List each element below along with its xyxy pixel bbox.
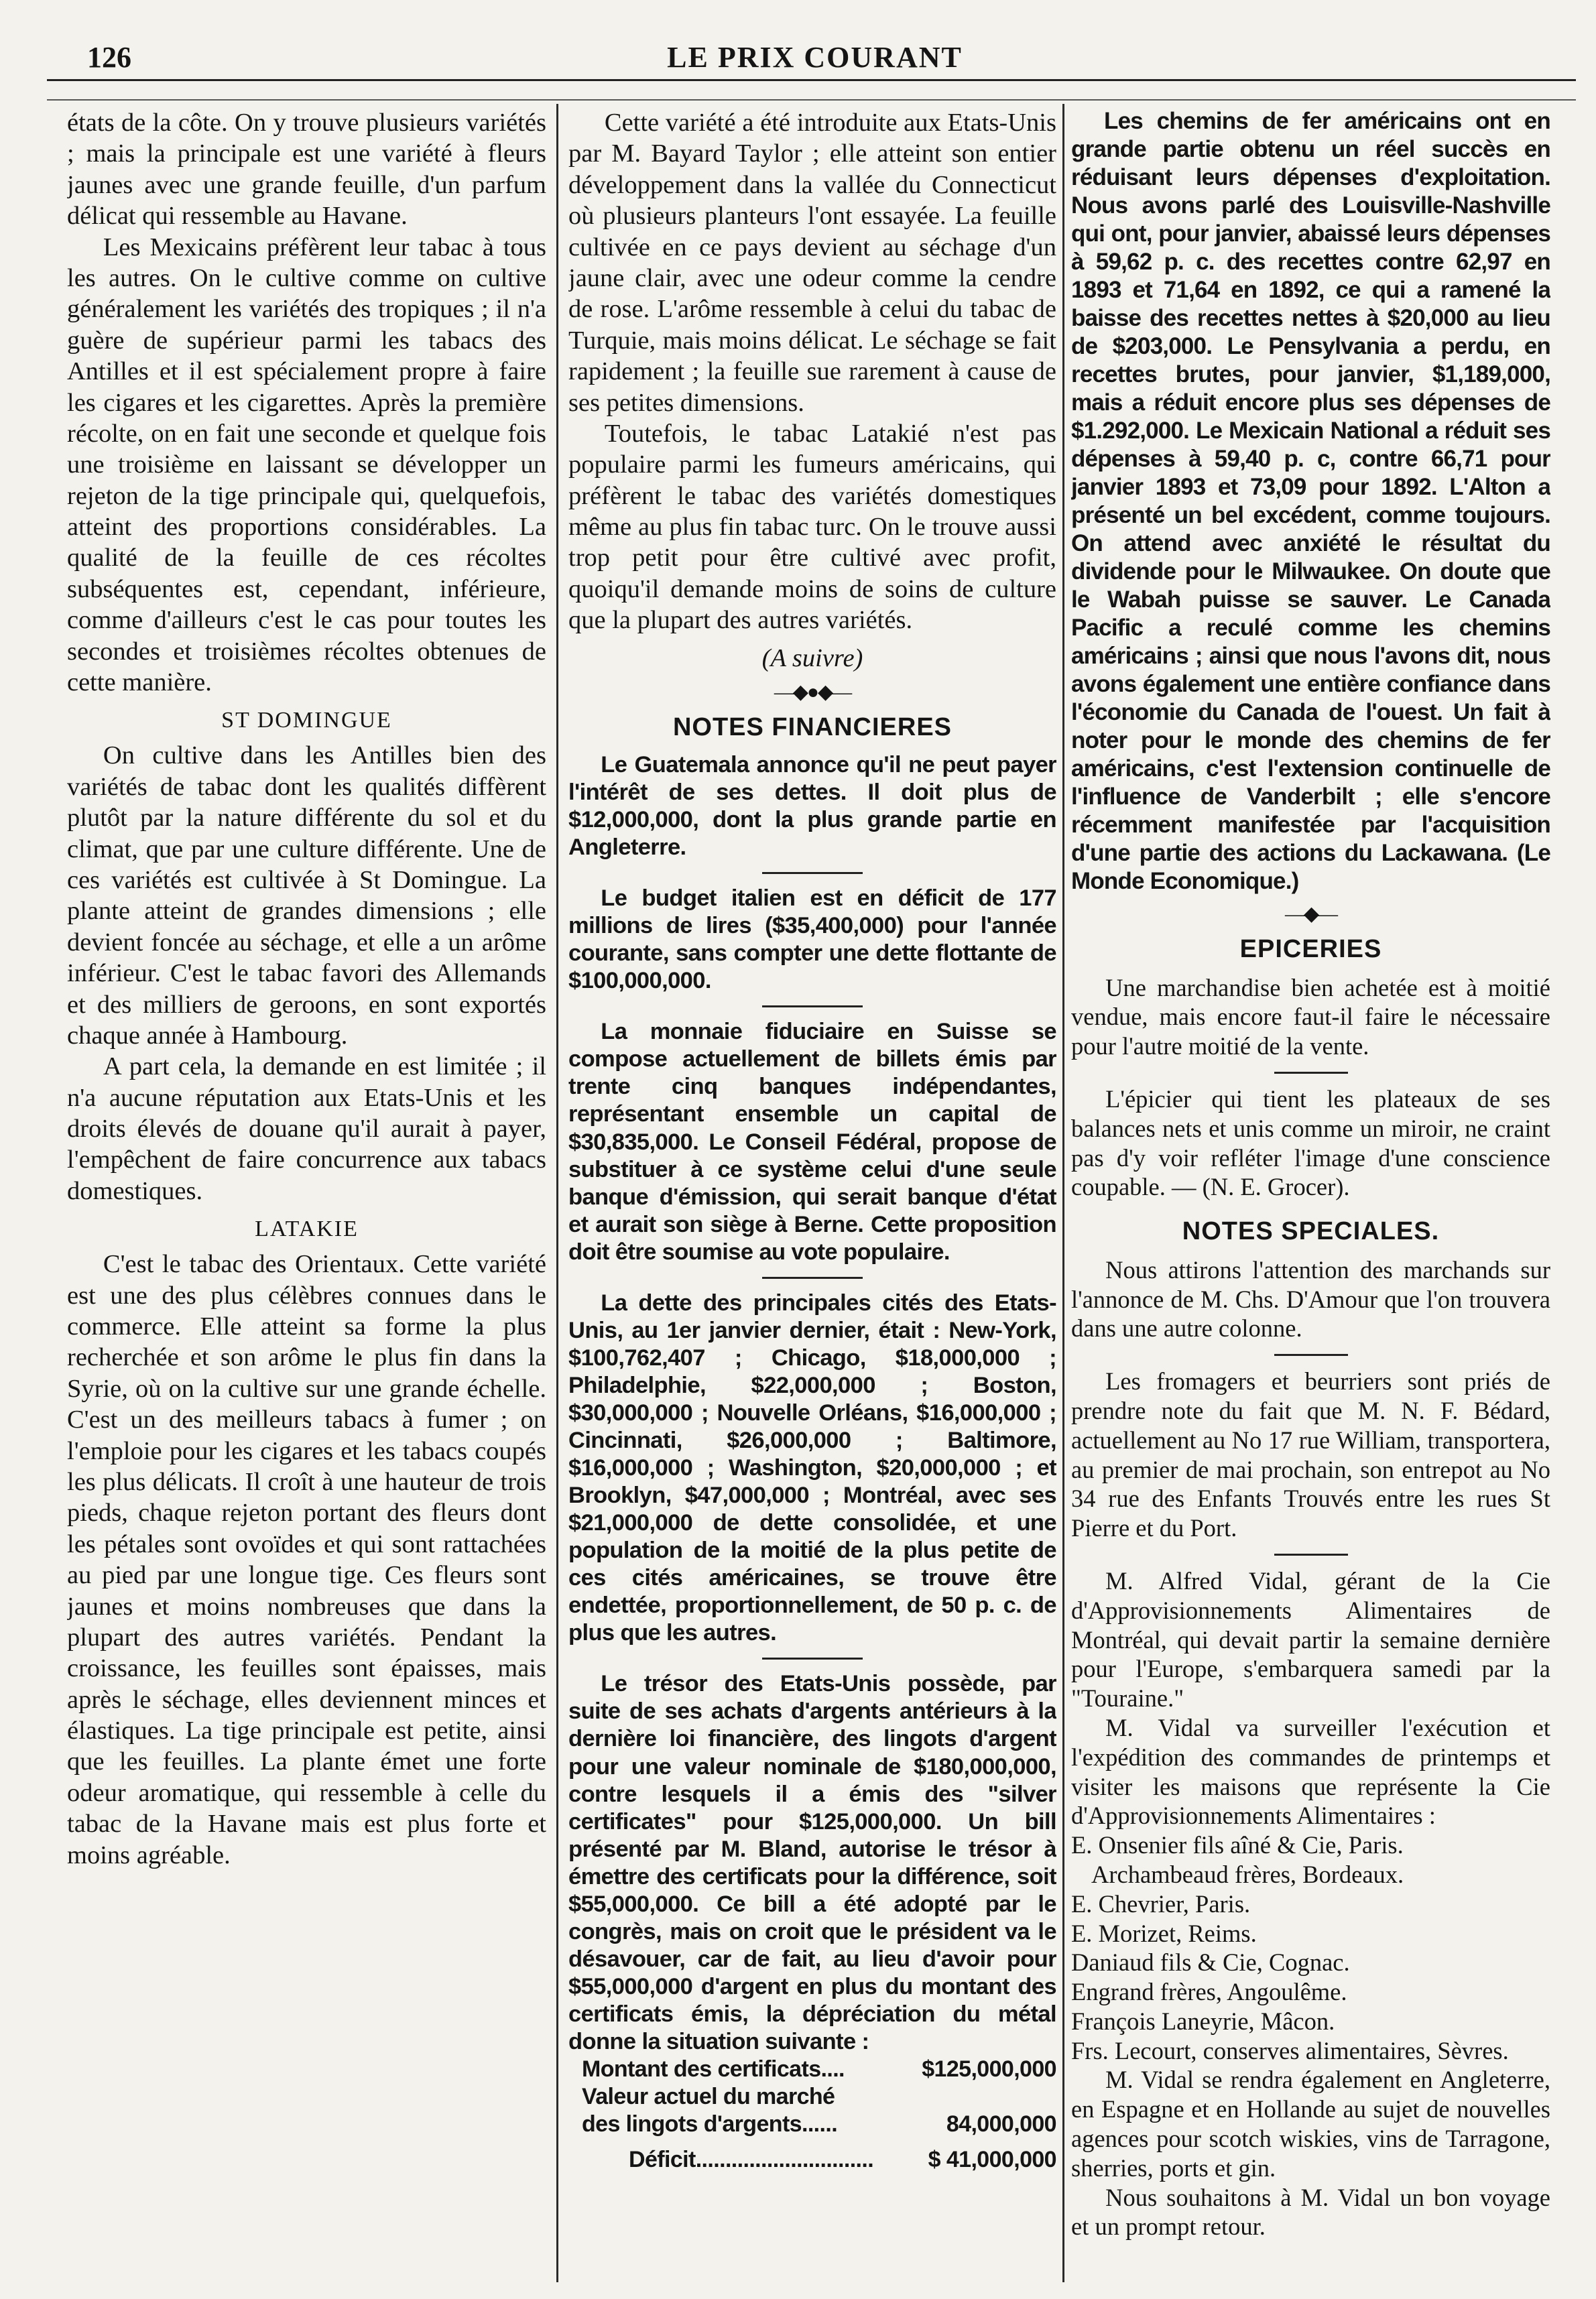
column-divider-2	[1062, 104, 1064, 2282]
financial-note: Le Guatemala annonce qu'il ne peut payer l'intérêt de ses dettes. Il doit plus de $12,000,000, dont la plus grande partie en Angleterre.	[568, 751, 1056, 861]
note-separator	[762, 1658, 863, 1660]
column-divider-1	[556, 104, 558, 2282]
special-note: M. Alfred Vidal, gérant de la Cie d'Approvisionnements Alimentaires de Montréal, qui devait partir la semaine dernière pour l'Europe, s'embarquera samedi par la "Touraine."	[1071, 1566, 1550, 1713]
heading-notes-speciales: NOTES SPECIALES.	[1182, 1217, 1440, 1246]
special-note: M. Vidal se rendra également en Angleterre, en Espagne et en Hollande au sujet de nouvelles agences pour scotch wiskies, vins de Tarragone, sherries, ports et gin.	[1071, 2066, 1550, 2182]
note-separator	[762, 1005, 863, 1007]
column-1	[67, 107, 546, 1871]
firm-list-item: E. Onsenier fils aîné & Cie, Paris.	[1071, 1831, 1404, 1859]
railway-paragraph: Les chemins de fer américains ont en grande partie obtenu un réel succès en réduisant leurs dépenses d'exploitation. Nous avons parlé des Louisville-Nashville qui ont, pour janvier, abaissé leurs dépenses à 59,62 p. c. des recettes contre 62,97 en 1893 et 71,64 en 1892, ce qui a ramené la baisse des recettes nettes à $20,000 au lieu de $203,000. Le Pensylvania a perdu, en recettes brutes, pour janvier, $1,189,000, mais a réduit encore plus ses dépenses de $1.292,000. Le Mexicain National a réduit ses dépenses à 59,40 p. c, contre 66,71 pour janvier 1893 et 73,09 pour 1892. L'Alton a présenté un bel excédent, comme toujours. On attend avec anxiété le résultat du dividende pour le Milwaukee. On doute que le Wabah puisse se sauver. Le Canada Pacific a reculé comme les chemins américains ; ainsi que nous l'avons dit, nous avons également une entière confiance dans l'économie du Canada de l'ouest. Un fait à noter pour le monde des chemins de fer américains, c'est l'extension continuelle de l'influence de Vanderbilt ; elle s'encore récemment manifestée par l'acquisition d'une partie des actions du Lackawana. (Le Monde Economique.)	[1071, 108, 1550, 894]
heading-epiceries: EPICERIES	[1239, 935, 1382, 963]
column-2	[568, 107, 1056, 2174]
deficit-row: Montant des certificats.... $125,000,000	[582, 2056, 1056, 2083]
column-3	[1071, 107, 1550, 2241]
special-note: Nous souhaitons à M. Vidal un bon voyage et un prompt retour.	[1071, 2183, 1550, 2241]
special-note: M. Vidal va surveiller l'exécution et l'expédition des commandes de printemps et visiter les maisons que représente la Cie d'Approvisionnements Alimentaires :	[1071, 1713, 1550, 1830]
tobacco-paragraph: On cultive dans les Antilles bien des variétés de tabac dont les qualités diffèrent plutôt par la nature différente du sol et du climat, que par une culture différente. Une de ces variétés est cultivée à St Domingue. La plante atteint de grandes dimensions ; elle devient foncée au séchage, et elle a un arôme inférieur. C'est le tabac favori des Allemands et des milliers de geroons, en sont exportés chaque année à Hambourg.	[67, 741, 546, 1050]
header-rule-thin	[47, 99, 1576, 101]
firm-list-item: François Laneyrie, Mâcon.	[1071, 2007, 1335, 2035]
financial-note: Le budget italien est en déficit de 177 millions de lires ($35,400,000) pour l'année courante, sans compter une dette flottante de $100,000,000.	[568, 885, 1056, 994]
firm-list-item: Frs. Lecourt, conserves alimentaires, Sèvres.	[1071, 2036, 1509, 2064]
note-separator	[762, 872, 863, 874]
deficit-row: Valeur actuel du marché	[582, 2083, 835, 2109]
firm-list-item: E. Morizet, Reims.	[1071, 1919, 1257, 1947]
special-note: Les fromagers et beurriers sont priés de prendre note du fait que M. N. F. Bédard, actuellement au No 17 rue William, transportera, au premier de mai prochain, son entrepot au No 34 rue des Enfants Trouvés entre les rues St Pierre et du Port.	[1071, 1367, 1550, 1542]
page-number: 126	[87, 41, 131, 74]
tobacco-paragraph: Les Mexicains préfèrent leur tabac à tous les autres. On le cultive comme on cultive généralement les variétés des tropiques ; il n'a guère de supérieur parmi les tabacs des Antilles et il est spécialement propre à faire les cigares et les cigarettes. Après la première récolte, on en fait une seconde et quelque fois une troisième en laissant se développer un rejeton de la tige principale qui, quelquefois, atteint des proportions considérables. La qualité de la feuille de ces récoltes subséquentes est, cependant, inférieure, comme d'ailleurs c'est le cas pour toutes les secondes et troisièmes récoltes obtenues de cette manière.	[67, 233, 546, 697]
financial-note: La dette des principales cités des Etats-Unis, au 1er janvier dernier, était : New-York, $100,762,407 ; Chicago, $18,000,000 ; Philadelphie, $22,000,000 ; Boston, $30,000,000 ; Nouvelle Orléans, $16,000,000 ; Cincinnati, $26,000,000 ; Baltimore, $16,000,000 ; Washington, $20,000,000 ; et Brooklyn, $47,000,000 ; Montréal, avec ses $21,000,000 de dette consolidée, et une population de la moitié de la plus petite de ces cités américaines, se trouve être endettée, proportionnellement, de 50 p. c. de plus que les autres.	[568, 1290, 1056, 1646]
page-header	[60, 40, 1569, 74]
note-separator	[1274, 1354, 1348, 1356]
header-rule	[47, 79, 1576, 81]
financial-note: La monnaie fiduciaire en Suisse se compose actuellement de billets émis par trente cinq banques indépendantes, représentant ensemble un capital de $30,835,000. Le Conseil Fédéral, propose de substituer à ce système celui d'une seule banque d'émission, qui serait banque d'état et aurait son siège à Berne. Cette proposition doit être soumise au vote populaire.	[568, 1019, 1056, 1265]
to-be-continued: (A suivre)	[761, 643, 863, 672]
firm-list-item: E. Chevrier, Paris.	[1071, 1889, 1251, 1918]
note-separator	[762, 1277, 863, 1279]
deficit-row: des lingots d'argents...... 84,000,000	[582, 2111, 1056, 2137]
grocery-note: Une marchandise bien achetée est à moitié vendue, mais encore faut-il faire le nécessaire pour l'autre moitié de la vente.	[1071, 973, 1550, 1060]
section-heading-latakie: LATAKIE	[255, 1217, 359, 1242]
firm-list	[1071, 1830, 1550, 2065]
deficit-total-row: Déficit.............................. $ 41,000,000	[629, 2146, 1056, 2172]
tobacco-paragraph: A part cela, la demande en est limitée ; il n'a aucune réputation aux Etats-Unis et les droits élevés de douane qu'il aurait à payer, l'empêchent de faire concurrence aux tabacs domestiques.	[67, 1052, 546, 1205]
newspaper-title: LE PRIX COURANT	[667, 41, 963, 74]
note-separator	[1274, 1072, 1348, 1074]
deficit-table	[568, 2056, 1056, 2174]
tobacco-paragraph: C'est le tabac des Orientaux. Cette variété est une des plus célèbres connues dans le commerce. Elle atteint sa forme la plus recherchée et son arôme le plus fin dans la Syrie, où on la cultive sur une grande échelle. C'est un des meilleurs tabacs à fumer ; on l'emploie pour les cigares et les tabacs coupés les plus délicats. Il croît à une hauteur de trois pieds, chaque rejeton portant des fleurs dont les pétales sont ovoïdes et qui sont rattachées au pied par une longue tige. Ces fleurs sont jaunes et moins nombreuses que dans la plupart des autres variétés. Pendant la croissance, les feuilles sont épaisses, mais après le séchage, elles deviennent minces et élastiques. La tige principale est petite, ainsi que les feuilles. La plante émet une forte odeur aromatique, qui ressemble à celle du tabac de la Havane mais est plus forte et moins agréable.	[67, 1250, 546, 1869]
financial-note: Le trésor des Etats-Unis possède, par suite de ses achats d'argents antérieurs à la dernière loi financière, des lingots d'argent pour une valeur nominale de $180,000,000, contre lesquels il a émis des "silver certificates" pour $125,000,000. Un bill présenté par M. Bland, autorise le trésor à émettre des certificats pour la différence, soit $55,000,000. Ce bill a été adopté par le congrès, mais on croit que le président va le désavouer, car de fait, au lieu d'avoir pour $55,000,000 d'argent en plus du montant des certificats émis, la dépréciation du métal donne la situation suivante :	[568, 1671, 1056, 2054]
firm-list-item: Archambeaud frères, Bordeaux.	[1091, 1860, 1404, 1888]
heading-notes-financieres: NOTES FINANCIERES	[672, 713, 953, 742]
firm-list-item: Daniaud fils & Cie, Cognac.	[1071, 1948, 1350, 1977]
tobacco-paragraph: Toutefois, le tabac Latakié n'est pas populaire parmi les fumeurs américains, qui préfèrent le tabac des variétés domestiques même au plus fin tabac turc. On le trouve aussi trop petit pour être cultivé avec profit, quoiqu'il demande moins de soins de culture que la plupart des autres variétés.	[568, 419, 1056, 635]
section-heading-st-domingue: ST DOMINGUE	[221, 708, 392, 733]
note-separator	[1274, 1554, 1348, 1556]
ornament-divider: —◆—	[1284, 903, 1337, 925]
firm-list-item: Engrand frères, Angoulême.	[1071, 1978, 1347, 2006]
grocery-note: L'épicier qui tient les plateaux de ses balances nets et unis comme un miroir, ne craint pas d'y voir refléter l'image d'une conscience coupable. — (N. E. Grocer).	[1071, 1084, 1550, 1201]
tobacco-paragraph: Cette variété a été introduite aux Etats-Unis par M. Bayard Taylor ; elle atteint son entier développement dans la vallée du Connecticut où plusieurs planteurs l'ont essayée. La feuille cultivée en ce pays devient au séchage d'un jaune clair, avec une odeur comme la cendre de rose. L'arôme ressemble à celui du tabac de Turquie, mais moins délicat. Le séchage se fait rapidement ; la feuille sue rarement à cause de ses petites dimensions.	[568, 109, 1056, 417]
special-note: Nous attirons l'attention des marchands sur l'annonce de M. Chs. D'Amour que l'on trouvera dans une autre colonne.	[1071, 1255, 1550, 1343]
ornament-divider: —◆●◆—	[774, 681, 851, 704]
tobacco-paragraph: états de la côte. On y trouve plusieurs variétés ; mais la principale est une variété à fleurs jaunes avec une grande feuille, d'un parfum délicat qui ressemble au Havane.	[67, 109, 546, 231]
